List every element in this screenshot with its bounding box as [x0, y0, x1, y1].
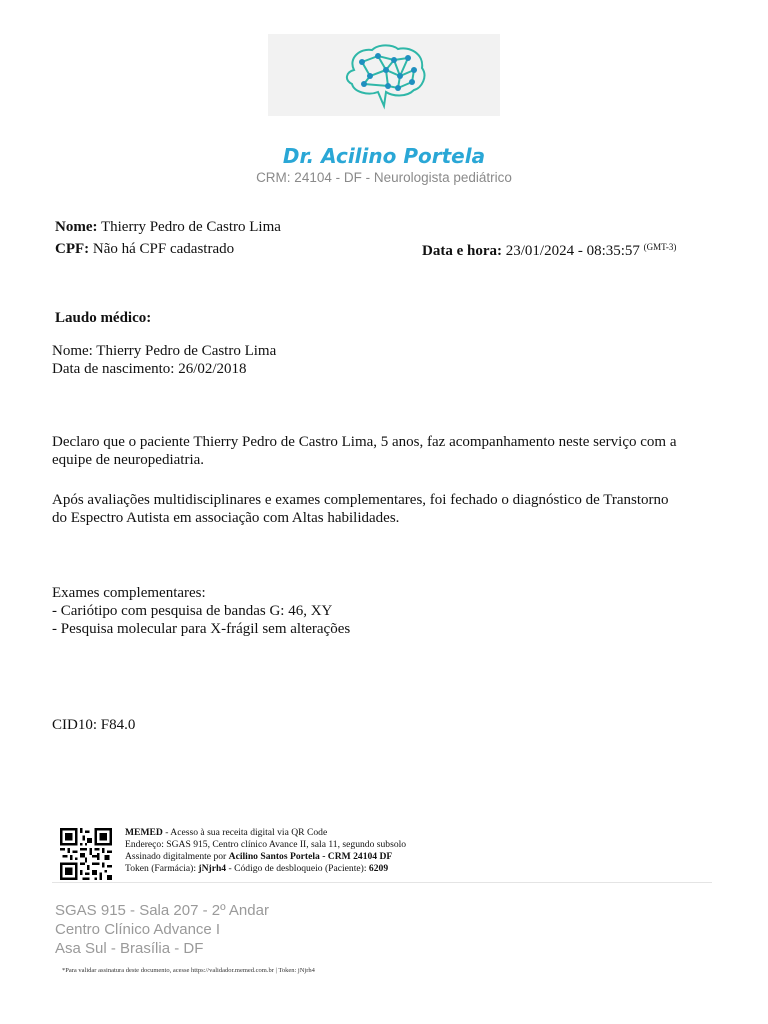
report-exams: [52, 584, 350, 638]
patient-cpf-field: [55, 241, 234, 258]
memed-address: Endereço: SGAS 915, Centro clínico Avance II, sala 11, segundo subsolo: [125, 839, 407, 850]
cid-code: CID10: F84.0: [52, 717, 136, 733]
exam-item: - Pesquisa molecular para X-frágil sem alterações: [52, 621, 351, 637]
report-name-line: Nome: Thierry Pedro de Castro Lima: [52, 343, 277, 359]
report-paragraph-2: Após avaliações multidisciplinares e exames complementares, foi fechado o diagnóstico de Transtorno do Espectro Autista em associação com Altas habilidades.: [52, 492, 669, 526]
doctor-name: Dr. Acilino Portela: [282, 144, 486, 168]
brain-network-icon: [334, 40, 434, 112]
clinic-address: SGAS 915 - Sala 207 - 2º Andar Centro Clínico Advance I Asa Sul - Brasília - DF: [55, 902, 269, 957]
patient-name-field: [55, 219, 281, 236]
patient-name-value: Thierry Pedro de Castro Lima: [100, 219, 281, 235]
patient-cpf-label: CPF:: [55, 241, 90, 257]
validation-footnote: *Para validar assinatura deste documento, acesse https://validador.memed.com.br | Token: jNjrh4: [62, 967, 315, 974]
doctor-credentials: CRM: 24104 - DF - Neurologista pediátrico: [256, 170, 512, 185]
memed-brand: MEMED: [125, 827, 163, 838]
report-header-block: [52, 342, 276, 378]
timezone: (GMT-3): [643, 242, 677, 252]
memed-info: MEMED - Acesso à sua receita digital via QR Code Endereço: SGAS 915, Centro clínico Avance II, sala 11, segundo subsolo Assinado digitalmente por Acilino Santos Portela - CRM 24104 DF Token (Farmácia): jNjrh4 - Código de desbloqueio (Paciente): 6209: [125, 827, 407, 874]
memed-unlock-code: 6209: [368, 863, 389, 874]
report-paragraph-1: Declaro que o paciente Thierry Pedro de Castro Lima, 5 anos, faz acompanhamento neste serviço com a equipe de neuropediatria.: [52, 434, 677, 468]
qr-code[interactable]: [60, 828, 112, 880]
logo: [268, 34, 500, 116]
memed-token: jNjrh4: [198, 863, 227, 874]
report-dob-line: Data de nascimento: 26/02/2018: [52, 361, 247, 377]
exam-item: - Cariótipo com pesquisa de bandas G: 46, XY: [52, 603, 333, 619]
memed-signer: Acilino Santos Portela - CRM 24104 DF: [228, 851, 393, 862]
patient-name-label: Nome:: [55, 219, 98, 235]
datetime-label: Data e hora:: [422, 243, 502, 259]
report-title: Laudo médico:: [55, 310, 152, 326]
divider: [52, 882, 712, 883]
datetime-value: 23/01/2024 - 08:35:57: [505, 243, 640, 259]
exams-title: Exames complementares:: [52, 585, 206, 601]
datetime-field: [422, 242, 676, 260]
patient-cpf-value: Não há CPF cadastrado: [92, 241, 235, 257]
